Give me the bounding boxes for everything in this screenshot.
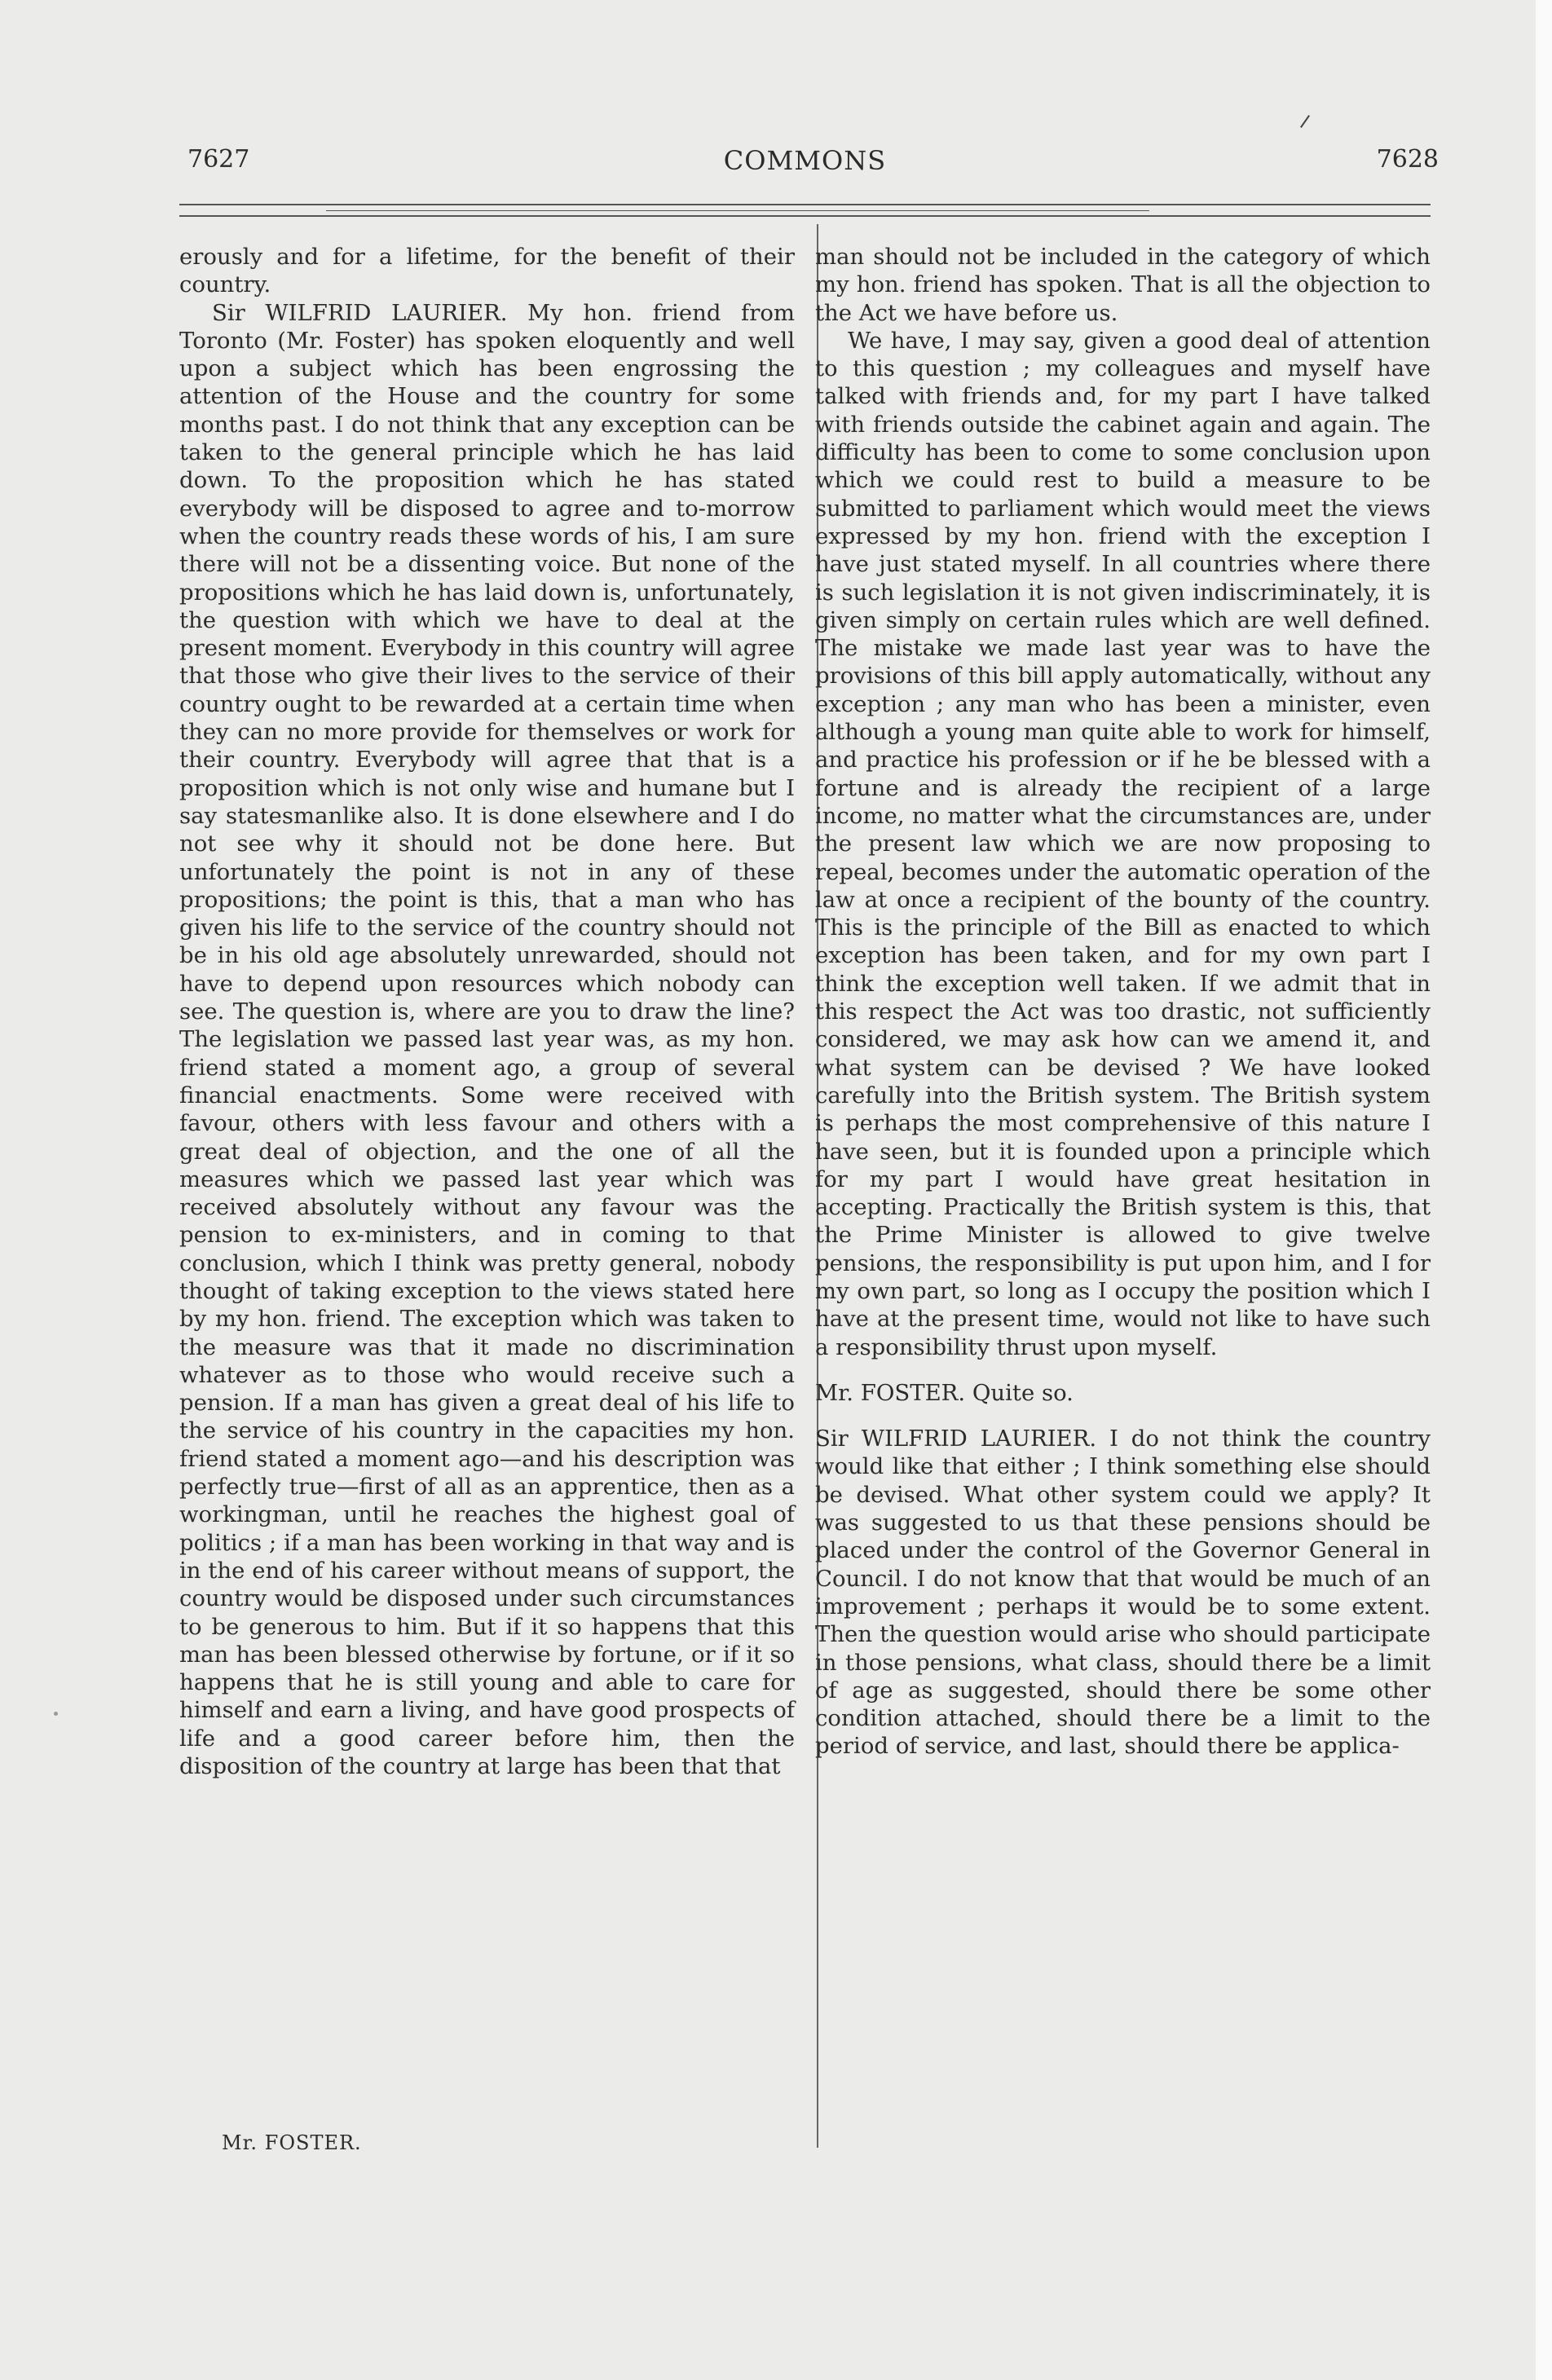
left-paragraph-2: Sir WILFRID LAURIER. My hon. friend from Toronto (Mr. Foster) has spoken eloquently and well upon a subject which has been engrossing the attention of the House and the country for some months past. I do not think that any exception can be taken to the general principle which he has laid down. To the proposition which he has stated everybody will be disposed to agree and to-morrow when the country reads these words of his, I am sure there will not be a dissenting voice. But none of the propositions which he has laid down is, unfortunately, the question with which we have to deal at the present moment. Everybody in this country will agree that those who give their lives to the service of their country ought to be rewarded at a certain time when they can no more provide for themselves or work for their country. Everybody will agree that that is a proposition which is not only wise and humane but I say statesmanlike also. It is done elsewhere and I do not see why it should not be done here. But unfortunately the point is not in any of these propositions; the point is this, that a man who has given his life to the service of the country should not be in his old age absolutely unrewarded, should not have to depend upon resources which nobody can see. The question is, where are you to draw the line? The legislation we passed last year was, as my hon. friend stated a moment ago, a group of several financial enactments. Some were received with favour, others with less favour and others with a great deal of objection, and the one of all the measures which we passed last year which was received absolutely without any favour was the pension to ex-ministers, and in coming to that conclusion, which I think was pretty general, nobody thought of taking exception to the views stated here by my hon. friend. The exception which was taken to the measure was that it made no discrimination whatever as to those who would receive such a pension. If a man has given a great deal of his life to the service of his country in the capacities my hon. friend stated a moment ago—and his description was perfectly true—first of all as an apprentice, then as a workingman, until he reaches the highest goal of politics ; if a man has been working in that way and is in the end of his career without means of support, the country would be disposed under such circumstances to be generous to him. But if it so happens that this man has been blessed otherwise by fortune, or if it so happens that he is still young and able to care for himself and earn a living, and have good prospects of life and a good career before him, then the disposition of the country at large has been that that [179, 299, 795, 1780]
left-paragraph-1: erously and for a lifetime, for the benefit of their country. [179, 244, 795, 298]
header-rule-middle [326, 210, 1149, 211]
left-page-number: 7627 [187, 145, 250, 174]
page-title: COMMONS [723, 145, 887, 176]
paragraph-gap [815, 1361, 1431, 1379]
page-edge [1536, 0, 1552, 2380]
left-column [179, 243, 795, 1780]
right-paragraph-2: We have, I may say, given a good deal of attention to this question ; my colleagues and myself have talked with friends and, for my part I have talked with friends outside the cabinet again and again. The difficulty has been to come to some conclusion upon which we could rest to build a measure to be submitted to parliament which would meet the views expressed by my hon. friend with the exception I have just stated myself. In all countries where there is such legislation it is not given indiscriminately, it is given simply on certain rules which are well defined. The mistake we made last year was to have the provisions of this bill apply automatically, without any exception ; any man who has been a minister, even although a young man quite able to work for himself, and practice his profession or if he be blessed with a fortune and is already the recipient of a large income, no matter what the circumstances are, under the present law which we are now proposing to repeal, becomes under the automatic operation of the law at once a recipient of the bounty of the country. This is the principle of the Bill as enacted to which exception has been taken, and for my own part I think the exception well taken. If we admit that in this respect the Act was too drastic, not sufficiently considered, we may ask how can we amend it, and what system can be devised ? We have looked carefully into the British system. The British system is perhaps the most comprehensive of this nature I have seen, but it is founded upon a principle which for my part I would have great hesitation in accepting. Practically the British system is this, that the Prime Minister is allowed to give twelve pensions, the responsibility is put upon him, and I for my own part, so long as I occupy the position which I have at the present time, would not like to have such a responsibility thrust upon myself. [815, 327, 1431, 1360]
paragraph-gap [815, 1407, 1431, 1425]
right-paragraph-1: man should not be included in the category of which my hon. friend has spoken. That is all the objection to the Act we have before us. [815, 244, 1431, 326]
right-column [815, 243, 1431, 1761]
right-page-number: 7628 [1376, 145, 1439, 174]
margin-speck [54, 1712, 58, 1716]
right-paragraph-4: Sir WILFRID LAURIER. I do not think the country would like that either ; I think something else should be devised. What other system could we apply? It was suggested to us that these pensions should be placed under the control of the Governor General in Council. I do not know that that would be much of an improvement ; perhaps it would be to some extent. Then the question would arise who should participate in those pensions, what class, should there be a limit of age as suggested, should there be some other condition attached, should there be a limit to the period of service, and last, should there be applica- [815, 1426, 1431, 1760]
page-header [171, 145, 1439, 178]
right-paragraph-3: Mr. FOSTER. Quite so. [815, 1379, 1074, 1406]
header-rule-bottom [179, 215, 1431, 217]
running-head-footer: Mr. FOSTER. [222, 2131, 362, 2154]
header-rule-top [179, 204, 1431, 205]
pencil-mark [1300, 115, 1310, 128]
